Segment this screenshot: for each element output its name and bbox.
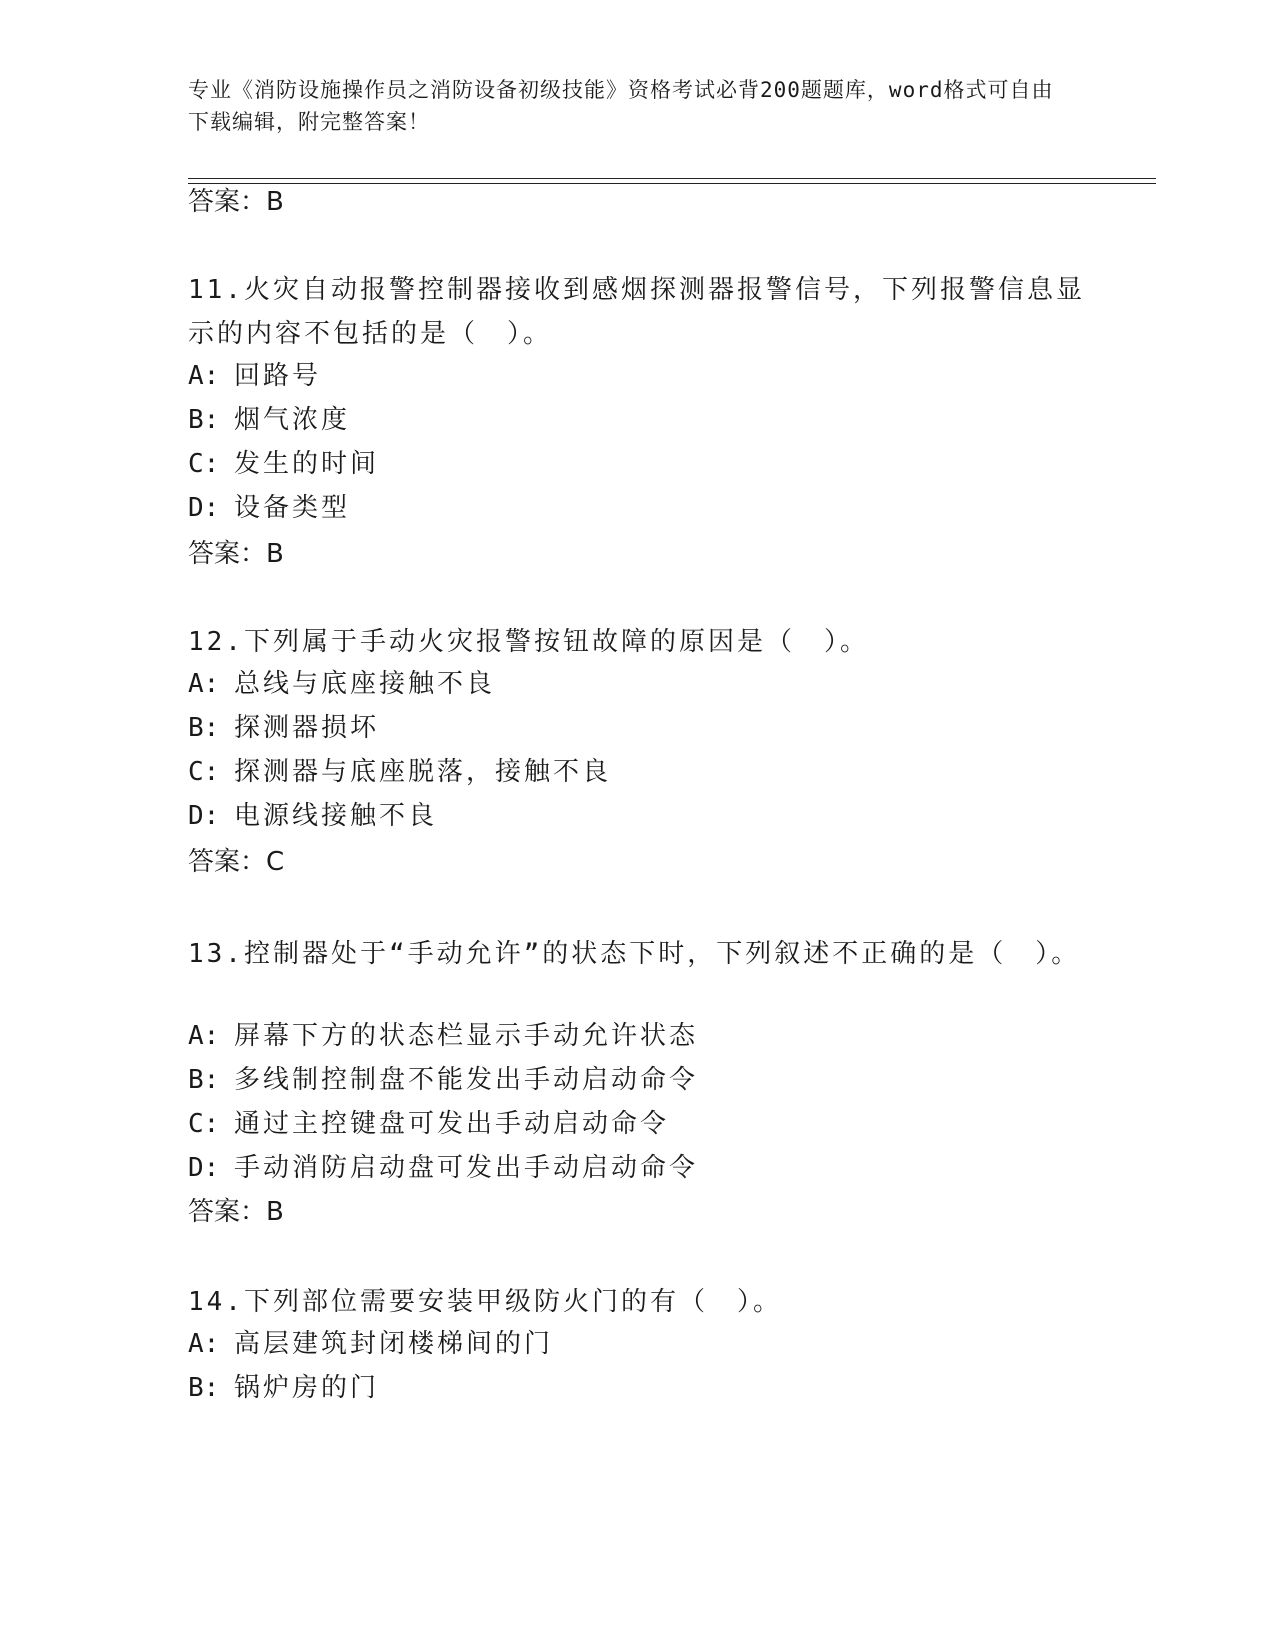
option-text: 屏幕下方的状态栏显示手动允许状态: [234, 1021, 699, 1051]
option-13-d: [188, 1150, 698, 1186]
option-letter: C:: [188, 449, 220, 479]
header-divider: [188, 178, 1156, 184]
option-text: 手动消防启动盘可发出手动启动命令: [234, 1153, 699, 1183]
option-letter: C:: [188, 757, 220, 787]
option-text: 设备类型: [234, 493, 351, 523]
question-13: 13.控制器处于“手动允许”的状态下时，下列叙述不正确的是（ ）。: [188, 939, 1081, 969]
option-11-a: [188, 358, 321, 394]
option-text: 锅炉房的门: [234, 1373, 380, 1403]
option-13-c: [188, 1106, 669, 1142]
answer-13: 答案：B: [188, 1197, 284, 1227]
option-text: 通过主控键盘可发出手动启动命令: [234, 1109, 670, 1139]
option-12-d: [188, 798, 437, 834]
answer-10: 答案：B: [188, 187, 284, 217]
option-text: 高层建筑封闭楼梯间的门: [234, 1329, 554, 1359]
option-14-b: [188, 1370, 379, 1406]
option-letter: A:: [188, 669, 220, 699]
option-text: 烟气浓度: [234, 405, 351, 435]
option-12-a: [188, 666, 495, 702]
option-letter: B:: [188, 405, 220, 435]
option-text: 回路号: [234, 361, 322, 391]
option-12-c: [188, 754, 611, 790]
option-11-b: [188, 402, 350, 438]
option-letter: A:: [188, 1329, 220, 1359]
option-text: 发生的时间: [234, 449, 380, 479]
option-letter: D:: [188, 493, 220, 523]
question-14: 14.下列部位需要安装甲级防火门的有（ ）。: [188, 1287, 782, 1317]
answer-11: 答案：B: [188, 539, 284, 569]
option-12-b: [188, 710, 379, 746]
question-11: 11.火灾自动报警控制器接收到感烟探测器报警信号，下列报警信息显示的内容不包括的是（ ）。: [188, 275, 1085, 349]
option-text: 总线与底座接触不良: [234, 669, 496, 699]
option-text: 电源线接触不良: [234, 801, 438, 831]
option-13-b: [188, 1062, 698, 1098]
option-letter: B:: [188, 713, 220, 743]
document-header: 专业《消防设施操作员之消防设备初级技能》资格考试必背200题题库，word格式可自由下载编辑，附完整答案！: [188, 78, 1054, 134]
answer-12: 答案：C: [188, 847, 285, 877]
option-14-a: [188, 1326, 553, 1362]
option-text: 探测器与底座脱落，接触不良: [234, 757, 612, 787]
option-letter: A:: [188, 1021, 220, 1051]
option-letter: D:: [188, 801, 220, 831]
option-letter: B:: [188, 1065, 220, 1095]
option-13-a: [188, 1018, 698, 1054]
option-letter: A:: [188, 361, 220, 391]
option-text: 多线制控制盘不能发出手动启动命令: [234, 1065, 699, 1095]
option-11-c: [188, 446, 379, 482]
option-11-d: [188, 490, 350, 526]
option-letter: D:: [188, 1153, 220, 1183]
option-letter: C:: [188, 1109, 220, 1139]
question-12: 12.下列属于手动火灾报警按钮故障的原因是（ ）。: [188, 627, 869, 657]
option-letter: B:: [188, 1373, 220, 1403]
option-text: 探测器损坏: [234, 713, 380, 743]
